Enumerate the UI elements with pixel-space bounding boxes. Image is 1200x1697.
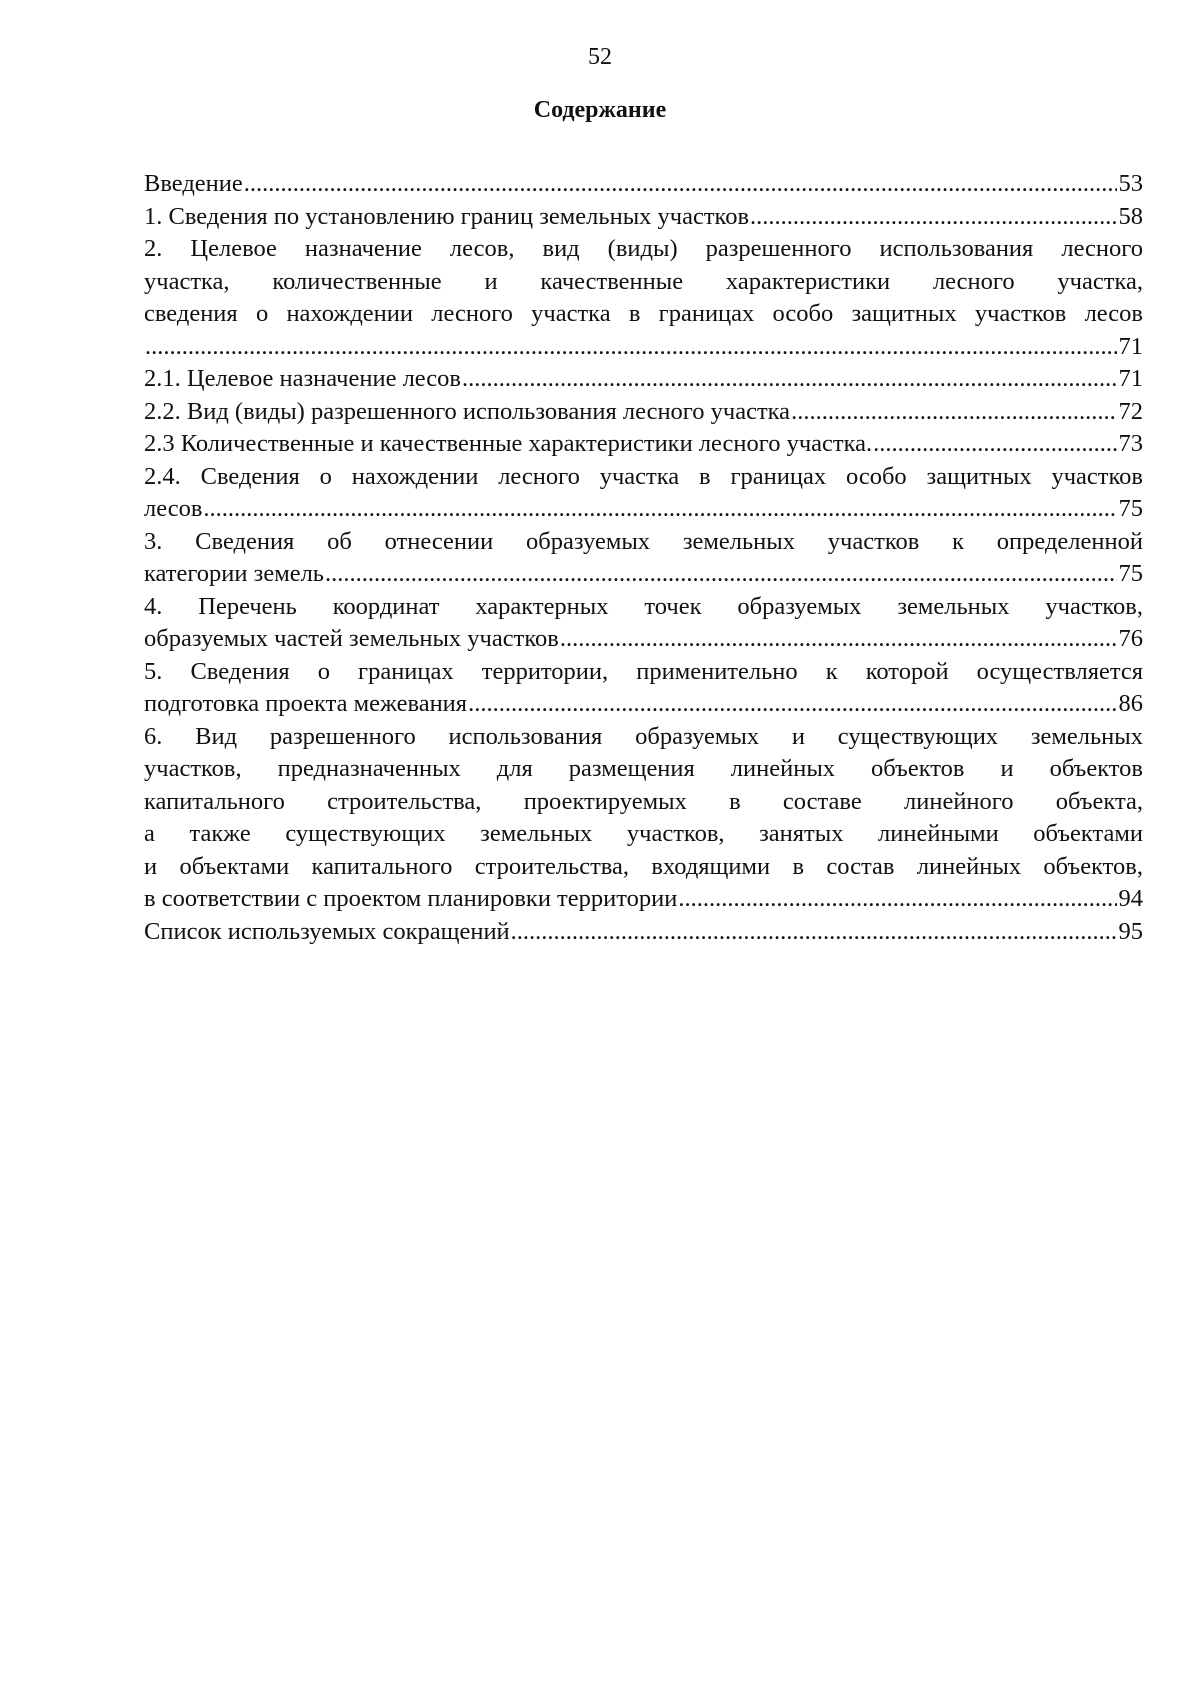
toc-entry-line bbox=[144, 201, 1143, 234]
toc-entry-line bbox=[144, 883, 1143, 916]
dot-leader bbox=[750, 201, 1116, 234]
toc-entry-title: 2.1. Целевое назначение лесов bbox=[144, 365, 461, 392]
toc-entry-line bbox=[144, 558, 1143, 591]
toc-entry-title: в соответствии с проектом планировки территории bbox=[144, 885, 678, 912]
page-title: Содержание bbox=[533, 97, 667, 123]
toc-entry-title: лесов bbox=[144, 495, 203, 522]
toc-entry-page-number: 58 bbox=[1118, 202, 1143, 230]
toc-entry[interactable] bbox=[144, 233, 1143, 363]
dot-leader bbox=[468, 688, 1116, 721]
toc-entry-page-number: 71 bbox=[1118, 365, 1143, 392]
toc-entry-text-line: а также существующих земельных участков, занятых линейными объектами bbox=[144, 820, 1143, 847]
toc-entry-title: подготовка проекта межевания bbox=[144, 690, 468, 717]
toc-entry-title: 2.3 Количественные и качественные характеристики лесного участка. bbox=[144, 430, 873, 457]
table-of-contents bbox=[144, 168, 1143, 948]
toc-entry[interactable] bbox=[144, 363, 1143, 396]
toc-entry-line bbox=[144, 396, 1143, 429]
toc-entry-text-line: участка, количественные и качественные характеристики лесного участка, bbox=[144, 267, 1143, 295]
toc-entry-line bbox=[144, 493, 1143, 526]
toc-entry-line bbox=[144, 623, 1143, 656]
toc-entry-page-number: 86 bbox=[1118, 690, 1143, 717]
dot-leader bbox=[511, 916, 1117, 949]
toc-entry[interactable] bbox=[144, 721, 1143, 916]
toc-entry-text-line: 3. Сведения об отнесении образуемых земельных участков к определенной bbox=[144, 527, 1143, 555]
toc-entry-text-line: 5. Сведения о границах территории, применительно к которой осуществляется bbox=[144, 657, 1143, 685]
toc-entry-page-number: 76 bbox=[1118, 625, 1143, 652]
dot-leader bbox=[244, 168, 1117, 201]
toc-entry-page-number: 94 bbox=[1118, 885, 1143, 912]
toc-entry[interactable] bbox=[144, 591, 1143, 656]
toc-entry[interactable] bbox=[144, 201, 1143, 234]
toc-entry-title: Введение bbox=[144, 170, 243, 197]
toc-entry[interactable] bbox=[144, 656, 1143, 721]
toc-entry-text-line: капитального строительства, проектируемых в составе линейного объекта, bbox=[144, 787, 1143, 815]
toc-entry[interactable] bbox=[144, 168, 1143, 201]
toc-entry-text-line: участков, предназначенных для размещения линейных объектов и объектов bbox=[144, 755, 1143, 782]
dot-leader bbox=[462, 363, 1117, 396]
toc-entry-line bbox=[144, 331, 1143, 364]
toc-entry-page-number: 95 bbox=[1118, 917, 1143, 945]
toc-entry-line bbox=[144, 428, 1143, 461]
toc-entry-page-number: 72 bbox=[1118, 397, 1143, 425]
toc-entry-text-line: сведения о нахождении лесного участка в границах особо защитных участков лесов bbox=[144, 300, 1143, 327]
toc-entry-text-line: 2.4. Сведения о нахождении лесного участка в границах особо защитных участков bbox=[144, 462, 1143, 490]
toc-entry-title: 1. Сведения по установлению границ земельных участков bbox=[144, 202, 750, 230]
dot-leader bbox=[560, 623, 1117, 656]
toc-entry-line bbox=[144, 168, 1143, 201]
dot-leader bbox=[325, 558, 1117, 591]
page-number: 52 bbox=[588, 44, 612, 70]
toc-entry[interactable] bbox=[144, 396, 1143, 429]
toc-entry-text-line: 4. Перечень координат характерных точек образуемых земельных участков, bbox=[144, 592, 1143, 620]
toc-entry-text-line: и объектами капитального строительства, входящими в состав линейных объектов, bbox=[144, 852, 1143, 880]
dot-leader bbox=[791, 396, 1116, 429]
toc-entry-text-line: 6. Вид разрешенного использования образуемых и существующих земельных bbox=[144, 722, 1143, 750]
toc-entry-title: 2.2. Вид (виды) разрешенного использования лесного участка bbox=[144, 397, 791, 425]
toc-entry-line bbox=[144, 916, 1143, 949]
dot-leader bbox=[145, 331, 1117, 364]
dot-leader bbox=[873, 428, 1116, 461]
toc-entry-line bbox=[144, 688, 1143, 721]
toc-entry[interactable] bbox=[144, 916, 1143, 949]
toc-entry-page-number: 73 bbox=[1118, 430, 1143, 457]
toc-entry-title: Список используемых сокращений bbox=[144, 917, 510, 945]
toc-entry-page-number: 71 bbox=[1118, 332, 1143, 360]
toc-entry[interactable] bbox=[144, 428, 1143, 461]
toc-entry[interactable] bbox=[144, 461, 1143, 526]
toc-entry-page-number: 75 bbox=[1118, 560, 1143, 587]
toc-entry-page-number: 53 bbox=[1118, 170, 1143, 197]
toc-entry-line bbox=[144, 363, 1143, 396]
toc-entry-page-number: 75 bbox=[1118, 495, 1143, 522]
toc-entry-title: категории земель bbox=[144, 560, 324, 587]
dot-leader bbox=[678, 883, 1116, 916]
toc-entry-text-line: 2. Целевое назначение лесов, вид (виды) разрешенного использования лесного bbox=[144, 235, 1143, 262]
toc-entry[interactable] bbox=[144, 526, 1143, 591]
dot-leader bbox=[203, 493, 1116, 526]
toc-entry-title: образуемых частей земельных участков bbox=[144, 625, 559, 652]
